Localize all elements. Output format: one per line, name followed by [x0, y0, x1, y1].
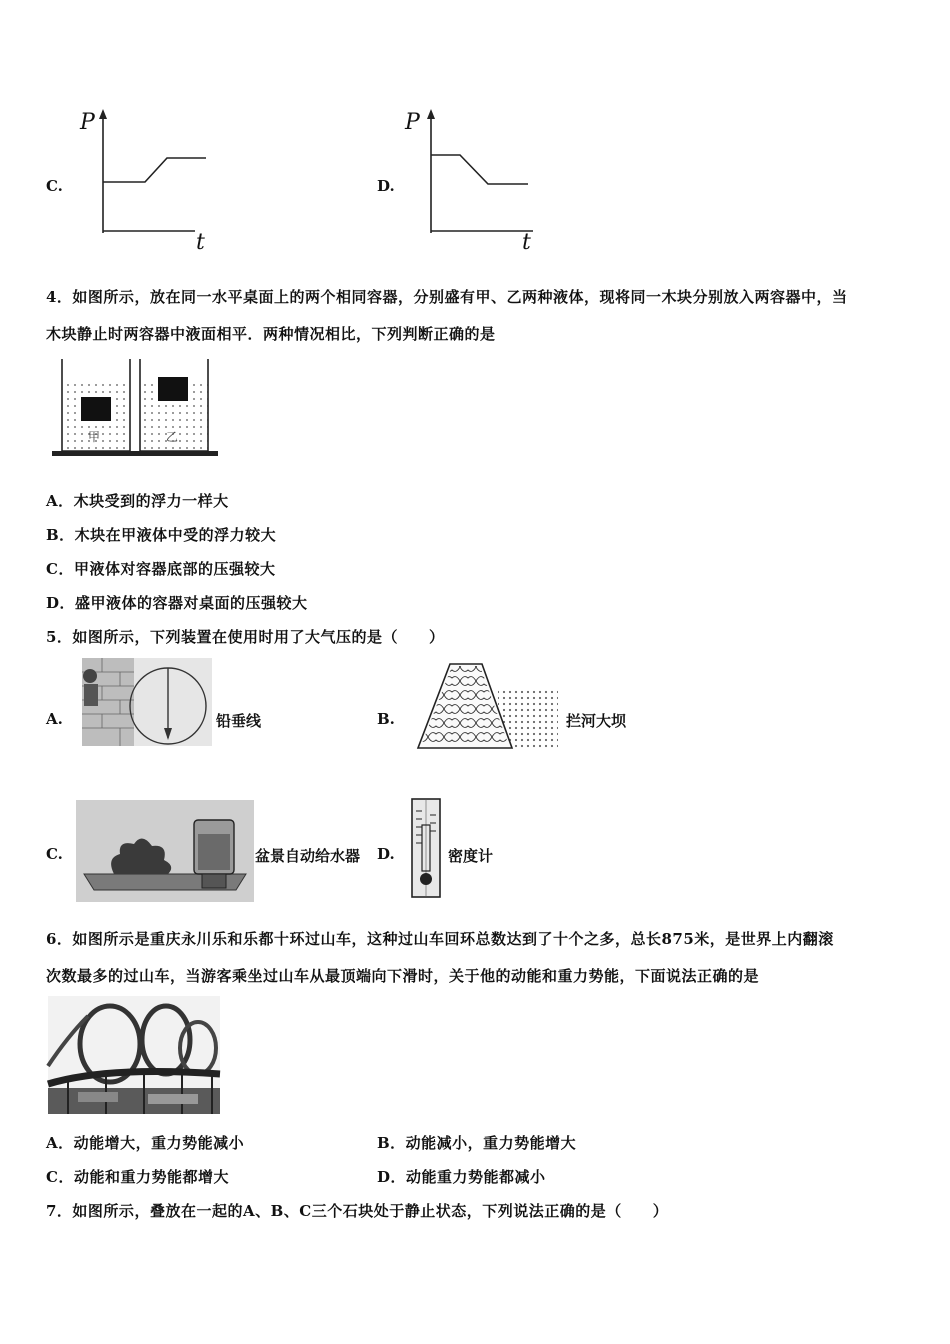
q6-option-c: C．动能和重力势能都增大	[46, 1168, 229, 1186]
q5-option-a-caption: 铅垂线	[216, 712, 262, 730]
q5-option-d-label: D.	[377, 845, 395, 863]
q6-stem-line1: 6．如图所示是重庆永川乐和乐都十环过山车，这种过山车回环总数达到了十个之多，总长875米，是世界上内翻滚	[46, 930, 834, 948]
graph-d-y-label: P	[405, 110, 420, 135]
q4-option-d: D．盛甲液体的容器对桌面的压强较大	[46, 594, 308, 612]
graph-c-x-label: t	[196, 230, 205, 255]
graph-c-y-label: P	[80, 110, 95, 135]
q5-option-b-caption: 拦河大坝	[566, 712, 627, 730]
q6-stem-line2: 次数最多的过山车，当游客乘坐过山车从最顶端向下滑时，关于他的动能和重力势能，下面说法正确的是	[46, 967, 760, 985]
q5-option-a-label: A.	[46, 710, 63, 728]
option-c-label: C.	[46, 177, 63, 195]
q5-stem: 5．如图所示，下列装置在使用时用了大气压的是（ ）	[46, 628, 445, 646]
roller-coaster-image	[48, 996, 220, 1114]
q7-stem: 7．如图所示，叠放在一起的A、B、C三个石块处于静止状态，下列说法正确的是（ ）	[46, 1202, 669, 1220]
q4-option-c: C．甲液体对容器底部的压强较大	[46, 560, 276, 578]
dam-image	[412, 660, 564, 752]
q4-figure-label-yi: 乙	[166, 430, 179, 444]
q4-stem-line1: 4．如图所示，放在同一水平桌面上的两个相同容器，分别盛有甲、乙两种液体，现将同一木块分别放入两容器中，当	[46, 288, 848, 306]
hydrometer-image	[408, 795, 444, 901]
q5-option-c-label: C.	[46, 845, 63, 863]
q5-option-b-label: B.	[377, 710, 395, 728]
q6-option-b: B．动能减小，重力势能增大	[377, 1134, 577, 1152]
q6-option-d: D．动能重力势能都减小	[377, 1168, 546, 1186]
q5-option-c-caption: 盆景自动给水器	[255, 847, 361, 865]
q4-stem-line2: 木块静止时两容器中液面相平．两种情况相比，下列判断正确的是	[46, 325, 496, 343]
q4-containers-figure	[52, 355, 222, 465]
graph-d-x-label: t	[522, 230, 531, 255]
q4-figure-label-jia: 甲	[88, 430, 101, 444]
q4-option-b: B．木块在甲液体中受的浮力较大	[46, 526, 277, 544]
bonsai-waterer-image	[76, 800, 254, 902]
q5-option-d-caption: 密度计	[448, 847, 494, 865]
q4-option-a: A．木块受到的浮力一样大	[46, 492, 229, 510]
q6-option-a: A．动能增大，重力势能减小	[46, 1134, 245, 1152]
option-d-label: D.	[377, 177, 395, 195]
plumb-line-image	[82, 658, 212, 746]
